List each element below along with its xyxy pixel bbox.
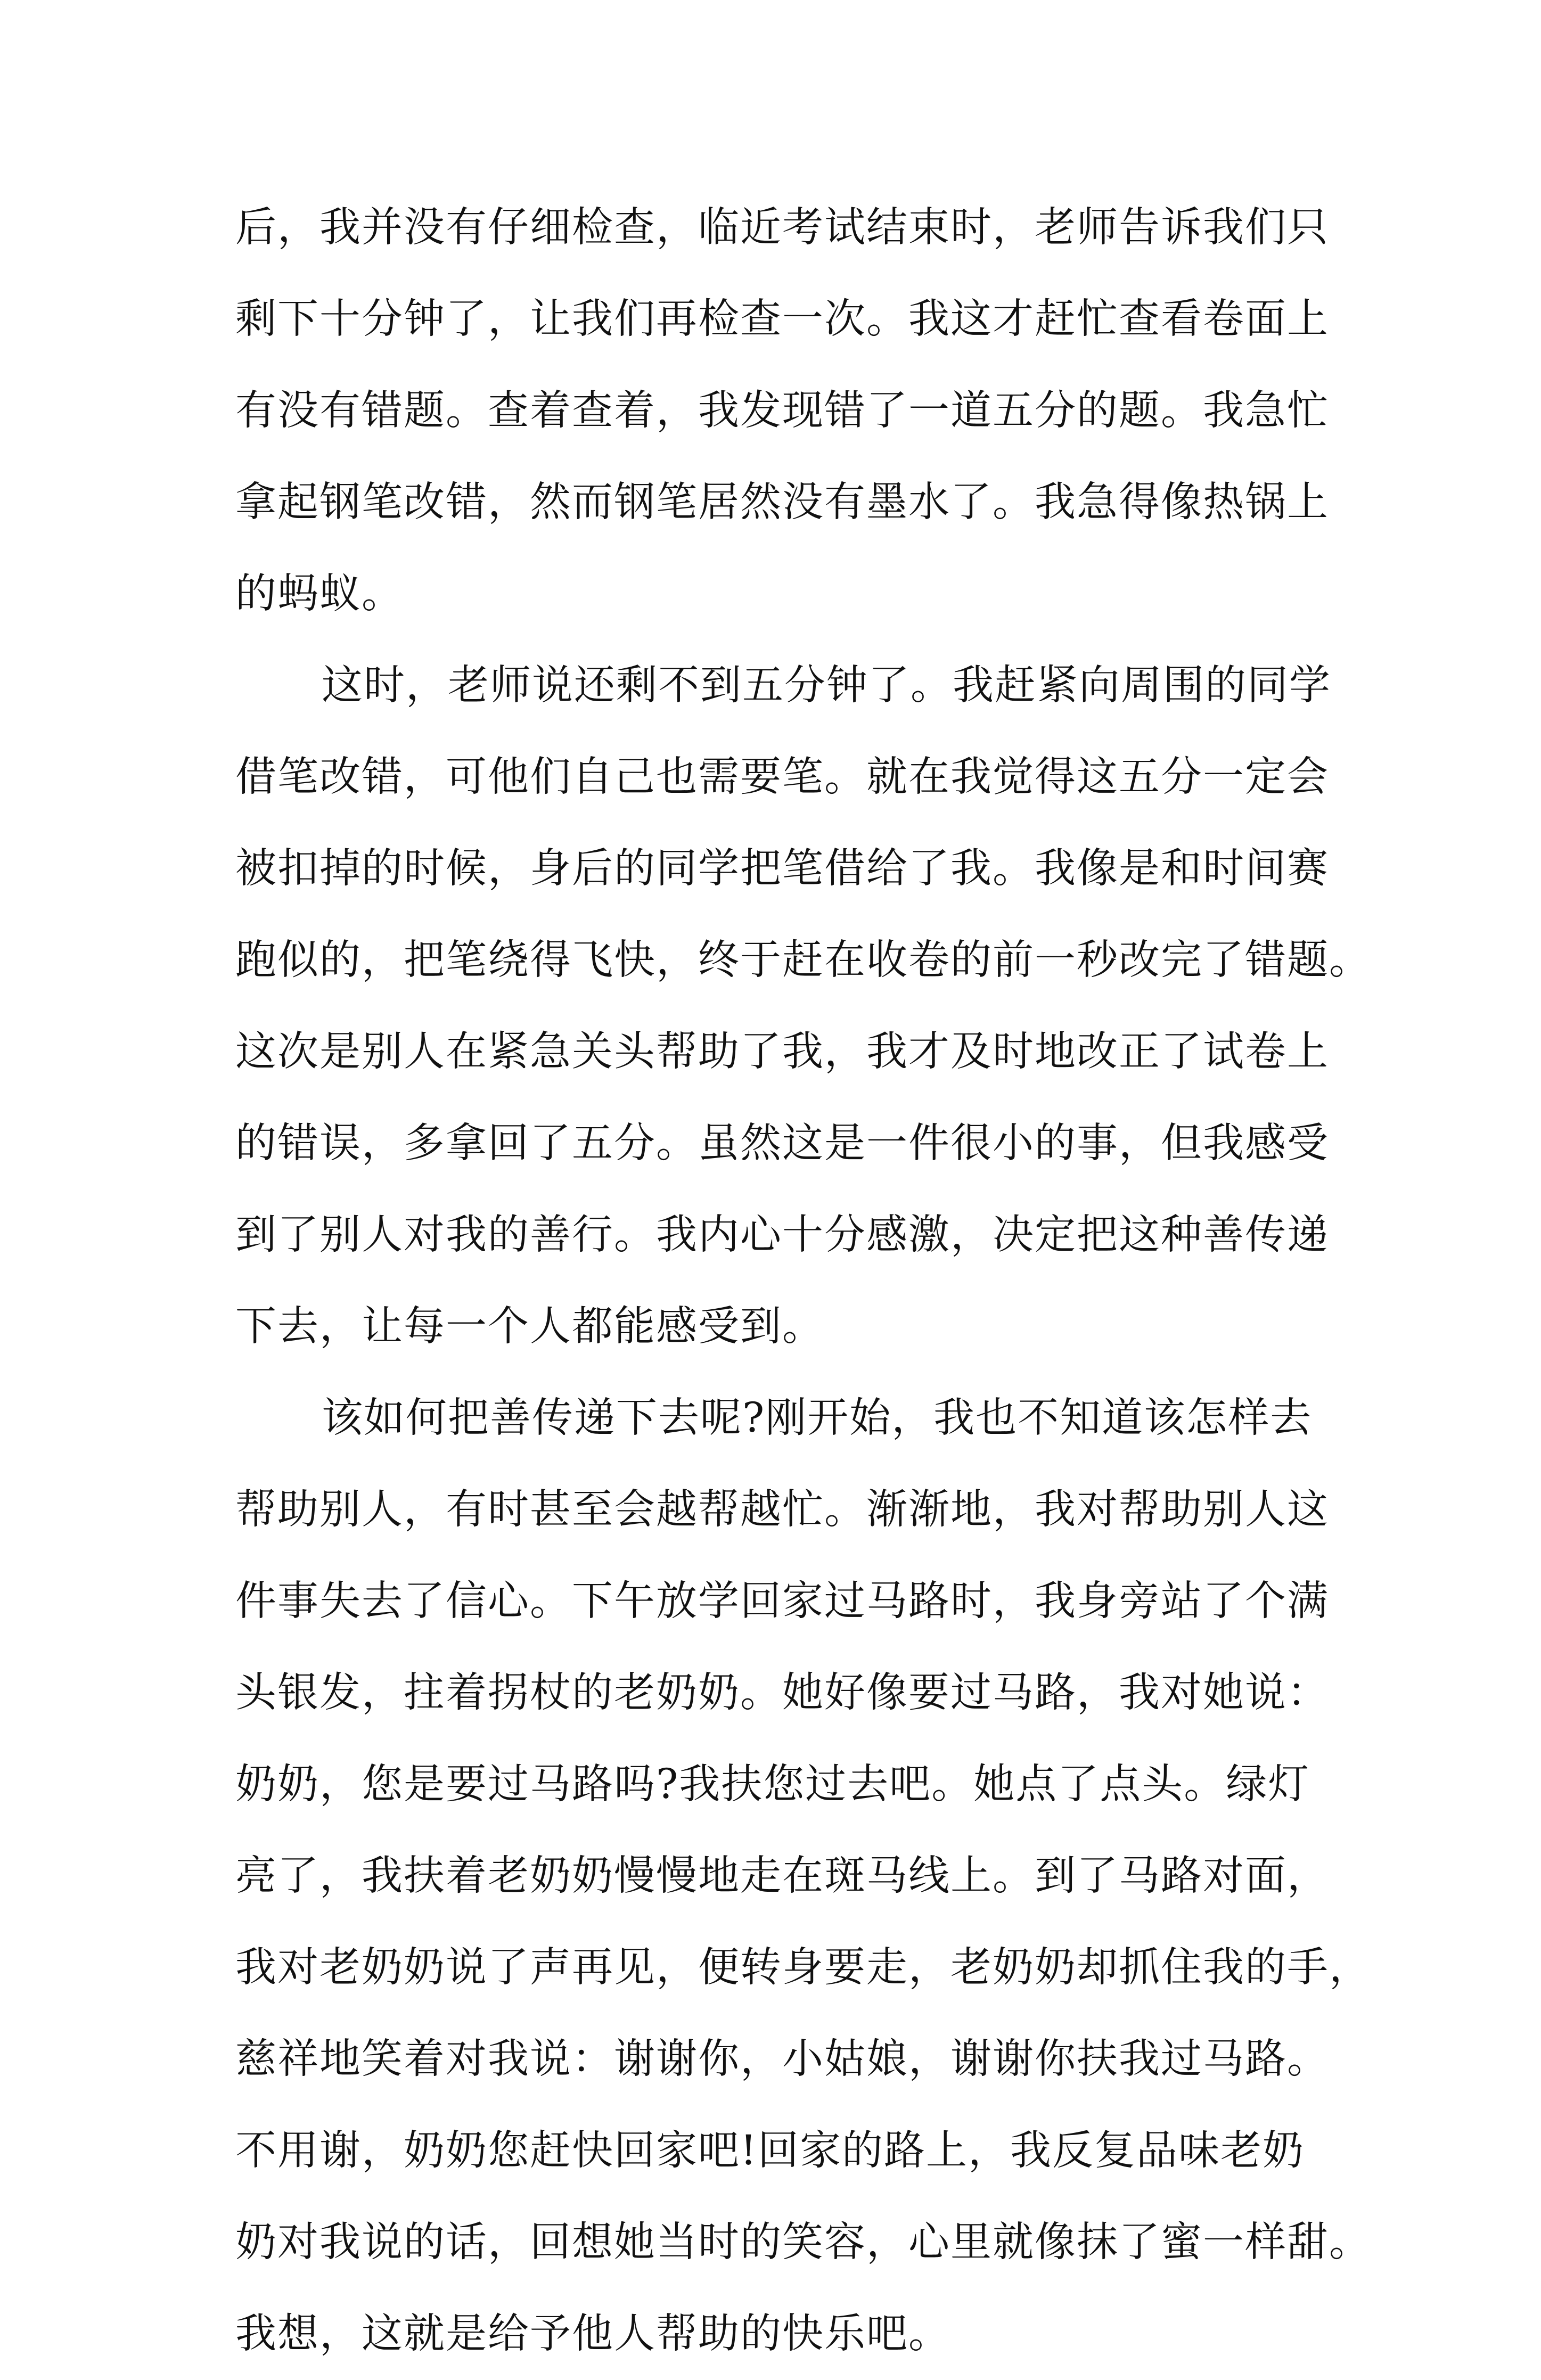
text-line: 奶奶，您是要过马路吗?我扶您过去吧。她点了点头。绿灯 [235, 1761, 1310, 1808]
text-line: 我想，这就是给予他人帮助的快乐吧。 [235, 2310, 950, 2358]
text-line: 借笔改错，可他们自己也需要笔。就在我觉得这五分一定会 [235, 753, 1329, 801]
text-line: 的错误，多拿回了五分。虽然这是一件很小的事，但我感受 [235, 1120, 1329, 1167]
text-line: 的蚂蚁。 [235, 570, 404, 618]
text-line: 有没有错题。查着查着，我发现错了一道五分的题。我急忙 [235, 387, 1329, 434]
text-line: 件事失去了信心。下午放学回家过马路时，我身旁站了个满 [235, 1578, 1329, 1625]
paragraph-2 [235, 640, 1371, 1373]
text-line: 不用谢，奶奶您赶快回家吧!回家的路上，我反复品味老奶 [235, 2127, 1305, 2174]
text-line: 到了别人对我的善行。我内心十分感激，决定把这种善传递 [235, 1211, 1329, 1259]
body-text [235, 182, 1371, 2380]
text-line: 剩下十分钟了，让我们再检查一次。我这才赶忙查看卷面上 [235, 296, 1329, 343]
text-line: 后，我并没有仔细检查，临近考试结束时，老师告诉我们只 [235, 204, 1329, 251]
text-line: 这时，老师说还剩不到五分钟了。我赶紧向周围的同学 [322, 662, 1331, 709]
text-line: 我对老奶奶说了声再见，便转身要走，老奶奶却抓住我的手， [235, 1944, 1371, 1991]
text-line: 下去，让每一个人都能感受到。 [235, 1303, 824, 1350]
text-line: 帮助别人，有时甚至会越帮越忙。渐渐地，我对帮助别人这 [235, 1486, 1329, 1533]
text-line: 奶对我说的话，回想她当时的笑容，心里就像抹了蜜一样甜。 [235, 2219, 1371, 2266]
text-line: 头银发，拄着拐杖的老奶奶。她好像要过马路，我对她说： [235, 1669, 1329, 1717]
paragraph-3 [235, 1373, 1371, 2380]
text-line: 该如何把善传递下去呢?刚开始，我也不知道该怎样去 [322, 1394, 1313, 1442]
text-line: 这次是别人在紧急关头帮助了我，我才及时地改正了试卷上 [235, 1028, 1329, 1076]
text-line: 亮了，我扶着老奶奶慢慢地走在斑马线上。到了马路对面， [235, 1852, 1329, 1900]
text-line: 被扣掉的时候，身后的同学把笔借给了我。我像是和时间赛 [235, 845, 1329, 892]
text-line: 跑似的，把笔绕得飞快，终于赶在收卷的前一秒改完了错题。 [235, 937, 1371, 984]
text-line: 拿起钢笔改错，然而钢笔居然没有墨水了。我急得像热锅上 [235, 479, 1329, 526]
text-line: 慈祥地笑着对我说：谢谢你，小姑娘，谢谢你扶我过马路。 [235, 2036, 1329, 2083]
paragraph-1 [235, 182, 1329, 640]
